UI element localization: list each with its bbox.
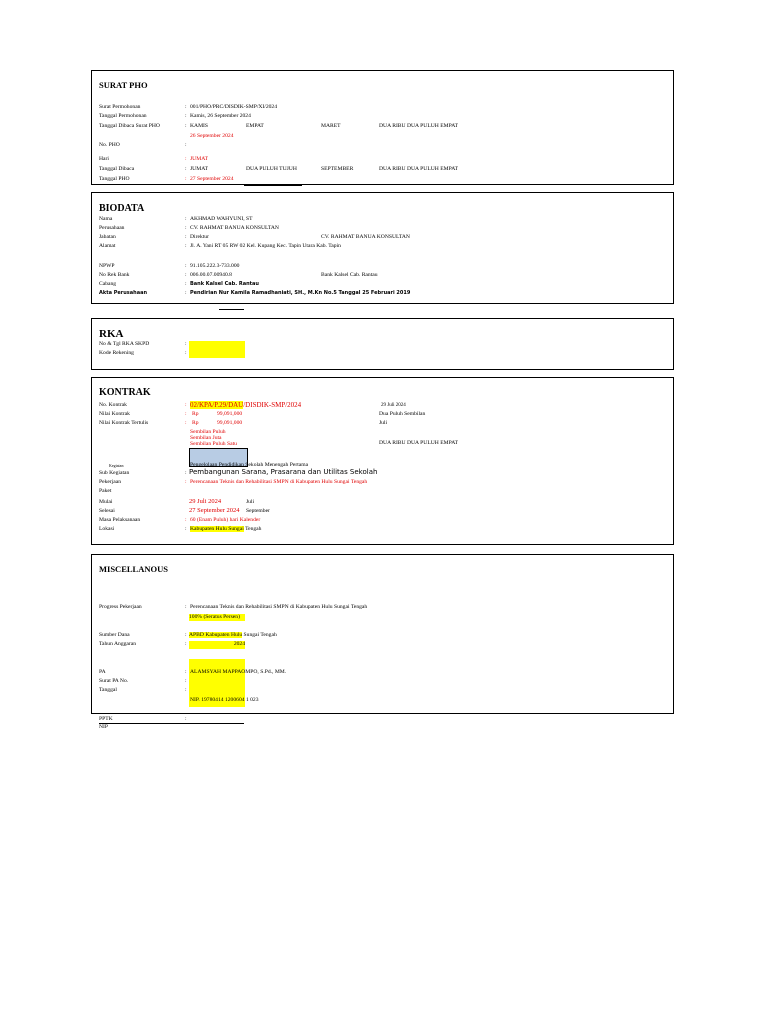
colon: : <box>185 225 187 231</box>
cabang-label: Cabang <box>99 281 117 287</box>
hari-value-colon: : <box>185 156 187 162</box>
tanggal-dibaca2-tgl: DUA PULUH TUJUH <box>246 166 297 172</box>
paket-label: Paket <box>99 488 112 494</box>
no-pho-label: No. PHO <box>99 142 120 148</box>
tanggal-pho-value: 27 September 2024 <box>190 176 234 182</box>
tanggal-pho-label: Tanggal PHO <box>99 176 130 182</box>
colon: : <box>185 113 187 119</box>
colon: : <box>185 272 187 278</box>
nilai-kontrak-rp: Rp <box>192 411 199 417</box>
colon: : <box>185 517 187 523</box>
tanggal-pho-colon: : <box>185 176 187 182</box>
akta-label: Akta Perusahaan <box>99 290 147 296</box>
no-kontrak-rest: /DISDIK-SMP/2024 <box>243 401 302 409</box>
tahun-anggaran-value: 2024 <box>233 641 245 647</box>
hari-label: Hari <box>99 156 109 162</box>
no-kontrak-value <box>190 401 301 409</box>
kontrak-title: KONTRAK <box>99 387 151 398</box>
terbilang-line-1: Sembilan Puluh <box>190 429 226 435</box>
pptk-label: PPTK <box>99 716 113 722</box>
no-rek-value: 006.00.07.00940.8 <box>190 272 232 278</box>
lokasi-highlight: Kabupaten Hulu Sungai <box>190 526 244 532</box>
nilai-kontrak-right: Dua Puluh Sembilan <box>379 411 426 417</box>
misc-title: MISCELLANOUS <box>99 564 168 574</box>
kegiatan-rest: Sekolah Menengah Pertama <box>243 462 309 468</box>
pa-rest: OMPO, S.Pd., MM. <box>241 669 287 675</box>
cabang-value: Bank Kalsel Cab. Rantau <box>190 281 259 287</box>
selesai-value: 27 September 2024 <box>189 507 240 514</box>
mulai-label: Mulai <box>99 499 113 505</box>
sumber-dana-label: Sumber Dana <box>99 632 130 638</box>
progress-value: Perencanaan Teknis dan Rehabilitasi SMPN di Kabupaten Hulu Sungai Tengah <box>190 604 368 610</box>
hari-value: JUMAT <box>190 156 209 162</box>
colon: : <box>185 641 187 647</box>
colon: : <box>185 243 187 249</box>
perusahaan-label: Perusahaan <box>99 225 125 231</box>
tanggal-permohonan-label: Tanggal Permohonan <box>99 113 147 119</box>
sumber-dana-value <box>189 632 277 639</box>
surat-pa-label: Surat PA No. <box>99 678 129 684</box>
surat-permohonan-value: 001/PHO/PRC/DISDIK-SMP/XI/2024 <box>190 104 278 110</box>
terbilang-line-3: Sembilan Puluh Satu <box>190 441 237 447</box>
rka-highlight-cell[interactable] <box>189 341 245 358</box>
colon: : <box>185 470 187 476</box>
jabatan-value: Direktur <box>190 234 209 240</box>
tanggal-dibaca-hari: KAMIS <box>190 123 209 129</box>
pekerjaan-label: Pekerjaan <box>99 479 122 485</box>
nama-value: AKHMAD WAHYUNI, ST <box>190 216 253 222</box>
tanggal-dibaca-date: 26 September 2024 <box>190 133 234 139</box>
progress-percent: 100% (Seratus Persen) <box>189 614 245 621</box>
selesai-right: September <box>246 508 270 514</box>
no-kontrak-highlight: 02/KPA/P.29/DAU <box>190 401 244 409</box>
nilai-tertulis-right: Juli <box>379 420 388 426</box>
colon: : <box>185 281 187 287</box>
colon: : <box>185 420 187 426</box>
tanggal-dibaca-tgl: EMPAT <box>246 123 264 129</box>
biodata-title: BIODATA <box>99 203 145 214</box>
nilai-tertulis-label: Nilai Kontrak Tertulis <box>99 420 149 426</box>
tahun-terbilang: DUA RIBU DUA PULUH EMPAT <box>379 440 459 446</box>
terbilang-line-2: Sembilan Juta <box>190 435 222 441</box>
lokasi-rest: Tengah <box>243 526 262 532</box>
tanggal-dibaca2-label: Tanggal Dibaca <box>99 166 135 172</box>
nilai-tertulis-value: 99,091,000 <box>217 420 243 426</box>
no-rek-label: No Rek Bank <box>99 272 130 278</box>
npwp-value: 91.105.222.3-733.000 <box>190 263 240 269</box>
tanggal-dibaca2-hari: JUMAT <box>190 166 209 172</box>
no-kontrak-label: No. Kontrak <box>99 402 127 408</box>
colon: : <box>185 716 187 722</box>
colon: : <box>185 687 187 693</box>
nip-label: NIP <box>99 724 109 730</box>
colon: : <box>185 263 187 269</box>
npwp-label: NPWP <box>99 263 115 269</box>
biodata-section <box>91 192 674 304</box>
kode-rekening-label: Kode Rekening <box>99 350 134 356</box>
colon: : <box>185 526 187 532</box>
tanggal-dibaca-tahun: DUA RIBU DUA PULUH EMPAT <box>379 123 459 129</box>
akta-value: Pendirian Nur Kamila Ramadhaniati, SH., M.Kn No.5 Tanggal 25 Februari 2019 <box>190 290 411 296</box>
tanggal-dibaca-bulan: MARET <box>321 123 341 129</box>
colon: : <box>185 234 187 240</box>
colon: : <box>185 216 187 222</box>
tanggal-dibaca2-tahun: DUA RIBU DUA PULUH EMPAT <box>379 166 459 172</box>
jabatan-label: Jabatan <box>99 234 116 240</box>
mulai-right: Juli <box>246 499 255 505</box>
kegiatan-highlight: Pengelolaan Pendidikan <box>190 462 244 468</box>
colon: : <box>185 341 187 347</box>
masa-value: 60 (Enam Puluh) hari Kalender <box>190 517 261 523</box>
pa-highlight: ALAMSYAH MAPPA <box>190 669 242 675</box>
colon: : <box>185 402 187 408</box>
colon: : <box>185 166 187 172</box>
pptk-underline <box>99 723 244 724</box>
nilai-tertulis-rp: Rp <box>192 420 199 426</box>
no-kontrak-right: 29 Juli 2024 <box>381 403 406 408</box>
jabatan-extra: CV. RAHMAT BANUA KONSULTAN <box>321 234 410 240</box>
colon: : <box>185 142 187 148</box>
surat-pho-title: SURAT PHO <box>99 80 148 90</box>
sub-kegiatan-label: Sub Kegiatan <box>99 470 130 476</box>
selesai-label: Selesai <box>99 508 115 514</box>
nip-pa-value: NIP. 19780414 1200604 1 023 <box>190 697 259 703</box>
pekerjaan-value: Perencanaan Teknis dan Rehabilitasi SMPN di Kabupaten Hulu Sungai Tengah <box>190 479 368 485</box>
mulai-value: 29 Juli 2024 <box>189 498 222 505</box>
tahun-anggaran-label: Tahun Anggaran <box>99 641 137 647</box>
kegiatan-label: Kegiatan <box>109 463 124 468</box>
nama-label: Nama <box>99 216 113 222</box>
colon: : <box>185 669 187 675</box>
tanggal-dibaca2-bulan: SEPTEMBER <box>321 166 354 172</box>
colon: : <box>185 411 187 417</box>
colon: : <box>185 479 187 485</box>
perusahaan-value: CV. RAHMAT BANUA KONSULTAN <box>190 225 279 231</box>
tanggal-dibaca-label: Tanggal Dibaca Surat PHO <box>99 123 160 129</box>
alamat-value: Jl. A. Yani RT 05 RW 02 Kel. Kupang Kec. Tapin Utara Kab. Tapin <box>190 243 341 249</box>
rka-no-tgl-label: No & Tgl RKA SKPD <box>99 341 150 347</box>
pa-label: PA <box>99 669 106 675</box>
kontrak-section <box>91 377 674 545</box>
rka-section <box>91 318 674 370</box>
lokasi-value <box>190 526 261 533</box>
tanggal-label: Tanggal <box>99 687 117 693</box>
lokasi-label: Lokasi <box>99 526 115 532</box>
colon: : <box>185 104 187 110</box>
divider <box>219 309 244 310</box>
colon: : <box>185 678 187 684</box>
alamat-label: Alamat <box>99 243 116 249</box>
sub-kegiatan-value: Pembangunan Sarana, Prasarana dan Utilitas Sekolah <box>189 468 378 476</box>
progress-label: Progress Pekerjaan <box>99 604 142 610</box>
colon: : <box>185 350 187 356</box>
colon: : <box>185 123 187 129</box>
colon: : <box>185 632 187 638</box>
tanggal-permohonan-value: Kamis, 26 September 2024 <box>190 113 251 119</box>
colon: : <box>185 290 187 296</box>
surat-permohonan-label: Surat Permohonan <box>99 104 141 110</box>
misc-section <box>91 554 674 714</box>
masa-label: Masa Pelaksanaan <box>99 517 141 523</box>
sumber-dana-rest: Sungai Tengah <box>242 632 277 638</box>
rka-title: RKA <box>99 328 124 340</box>
surat-pho-section <box>91 70 674 185</box>
divider <box>244 185 302 186</box>
pa-value <box>190 669 286 676</box>
sumber-dana-highlight: APBD Kabupaten Hulu <box>189 632 243 638</box>
nilai-kontrak-value: 99,091,000 <box>217 411 243 417</box>
no-rek-extra: Bank Kalsel Cab. Rantau <box>321 272 378 278</box>
nilai-kontrak-label: Nilai Kontrak <box>99 411 130 417</box>
colon: : <box>185 604 187 610</box>
